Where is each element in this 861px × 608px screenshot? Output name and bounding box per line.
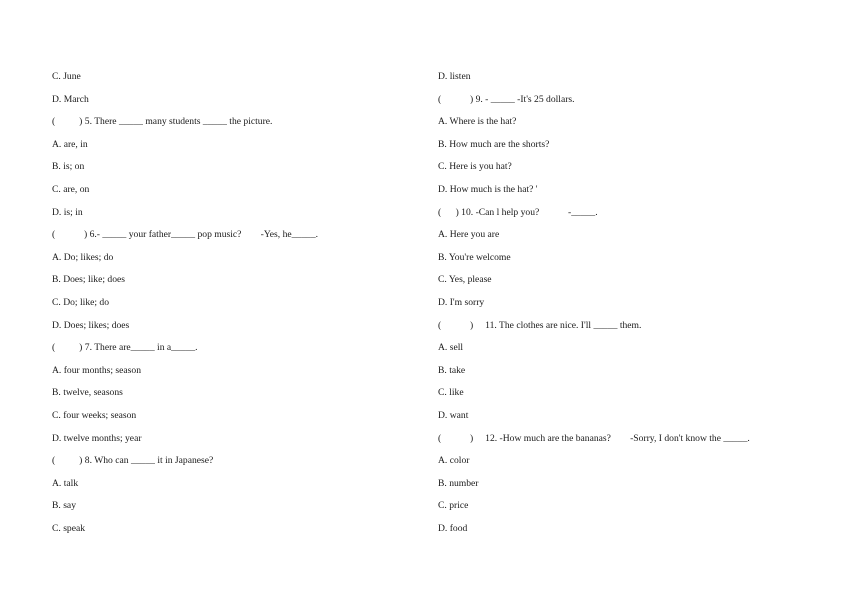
question-line: ( ) 12. -How much are the bananas? -Sorry, I don't know the _____.	[438, 432, 750, 444]
option-line: C. Here is you hat?	[438, 161, 512, 173]
option-line: B. take	[438, 364, 466, 376]
option-line: A. color	[438, 455, 470, 467]
option-line: A. four months; season	[52, 364, 141, 376]
option-line: D. I'm sorry	[438, 296, 485, 308]
option-line: A. talk	[52, 477, 79, 489]
option-line: D. Does; likes; does	[52, 319, 130, 331]
option-line: A. sell	[438, 342, 464, 354]
question-line: ( ) 10. -Can l help you? -_____.	[438, 206, 598, 218]
option-line: B. say	[52, 500, 76, 512]
text-line: C. June	[52, 71, 81, 82]
option-line: B. twelve, seasons	[52, 387, 123, 399]
option-line: B. number	[438, 477, 479, 489]
option-line: C. price	[438, 500, 469, 512]
option-line: A. Do; likes; do	[52, 251, 114, 263]
option-line: C. like	[438, 387, 464, 399]
option-line: C. Yes, please	[438, 274, 492, 286]
option-line: B. Does; like; does	[52, 274, 126, 286]
option-line: B. How much are the shorts?	[438, 138, 550, 150]
question-line: ( ) 7. There are_____ in a_____.	[52, 342, 198, 354]
option-line: A. Here you are	[438, 229, 500, 241]
option-line: D. How much is the hat? '	[438, 183, 538, 195]
option-line: C. speak	[52, 522, 86, 534]
option-line: D. is; in	[52, 206, 83, 218]
option-line: D. want	[438, 409, 469, 421]
option-line: D. food	[438, 522, 468, 534]
option-line: C. four weeks; season	[52, 409, 137, 421]
question-line: ( ) 6.- _____ your father_____ pop music? -Yes, he_____.	[52, 229, 319, 241]
option-line: A. are, in	[52, 138, 88, 150]
option-line: B. You're welcome	[438, 251, 511, 263]
option-line: B. is; on	[52, 161, 85, 173]
option-line: C. Do; like; do	[52, 296, 110, 308]
question-line: ( ) 8. Who can _____ it in Japanese?	[52, 455, 214, 467]
option-line: D. twelve months; year	[52, 432, 142, 444]
question-line: ( ) 9. - _____ -It's 25 dollars.	[438, 93, 575, 105]
right-column	[438, 69, 818, 543]
text-line: D. March	[52, 93, 89, 105]
question-line: ( ) 5. There _____ many students _____ the picture.	[52, 116, 273, 128]
option-line: C. are, on	[52, 183, 90, 195]
question-line: ( ) 11. The clothes are nice. I'll _____ them.	[438, 319, 642, 331]
option-line: A. Where is the hat?	[438, 116, 517, 128]
left-column	[52, 69, 432, 543]
option-line: D. listen	[438, 71, 471, 82]
